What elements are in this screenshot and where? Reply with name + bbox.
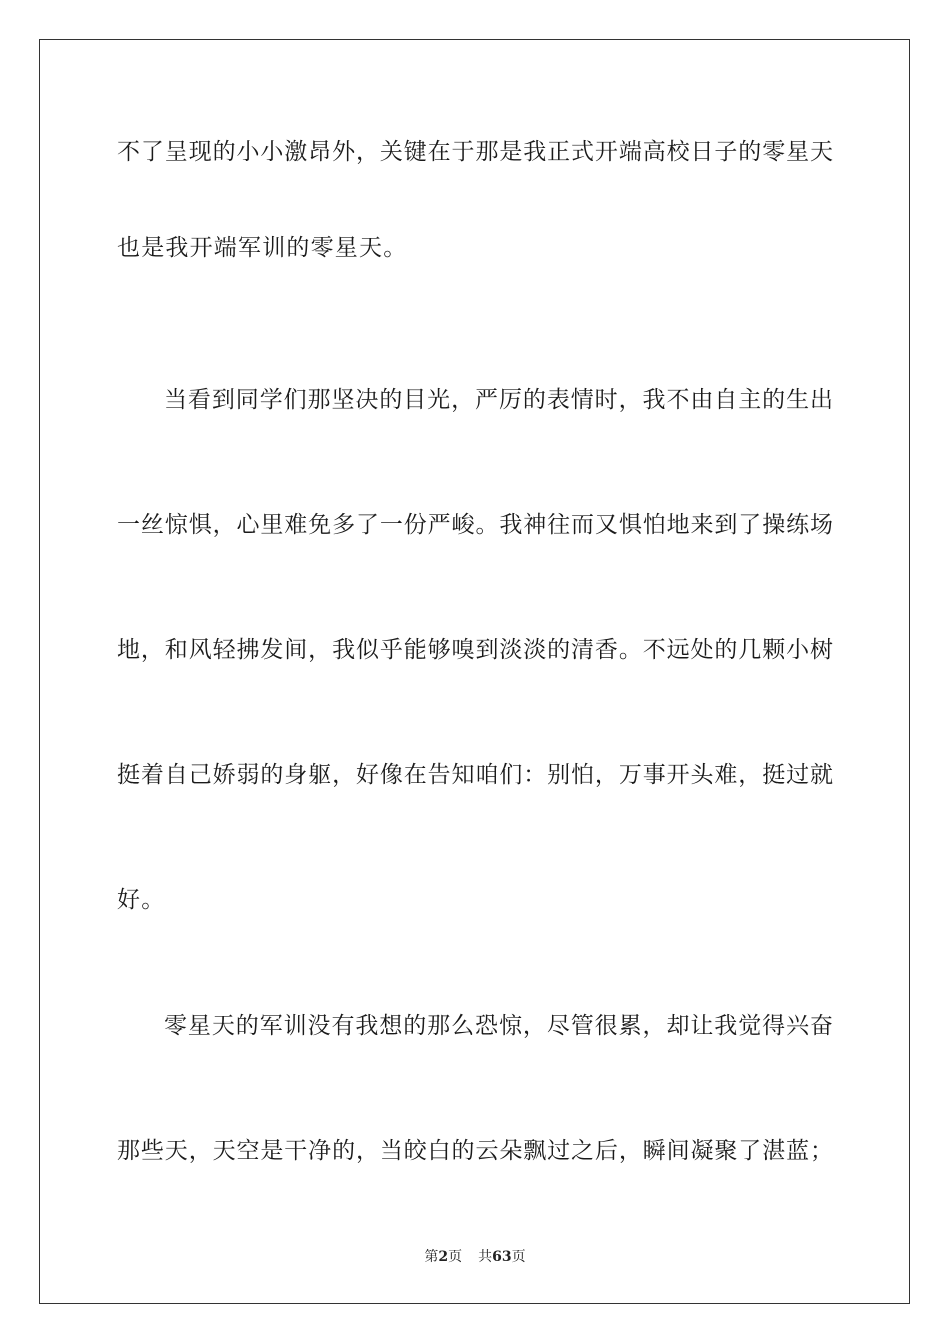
total-prefix: 共 (478, 1249, 493, 1265)
page-prefix: 第 (424, 1249, 439, 1265)
total-suffix: 页 (511, 1249, 526, 1265)
paragraph-line-5: 地，和风轻拂发间，我似乎能够嗅到淡淡的清香。不远处的几颗小树 (117, 637, 833, 663)
paragraph-line-8: 零星天的军训没有我想的那么恐惊，尽管很累，却让我觉得兴奋 (164, 1013, 833, 1039)
paragraph-line-2: 也是我开端军训的零星天。 (117, 235, 408, 261)
paragraph-line-4: 一丝惊惧，心里难免多了一份严峻。我神往而又惧怕地来到了操练场 (117, 512, 833, 538)
page-suffix: 页 (448, 1249, 463, 1265)
page-number: 2 (438, 1249, 449, 1265)
page-border (39, 39, 910, 1304)
paragraph-line-7: 好。 (117, 887, 166, 913)
paragraph-line-9: 那些天，天空是干净的，当皎白的云朵飘过之后，瞬间凝聚了湛蓝； (117, 1138, 833, 1164)
paragraph-line-1: 不了呈现的小小激昂外，关键在于那是我正式开端高校日子的零星天 (117, 139, 833, 165)
paragraph-line-3: 当看到同学们那坚决的目光，严厉的表情时，我不由自主的生出 (164, 387, 833, 413)
page-footer (0, 1248, 950, 1266)
total-pages: 63 (492, 1249, 512, 1265)
paragraph-line-6: 挺着自己娇弱的身躯，好像在告知咱们：别怕，万事开头难，挺过就 (117, 762, 833, 788)
